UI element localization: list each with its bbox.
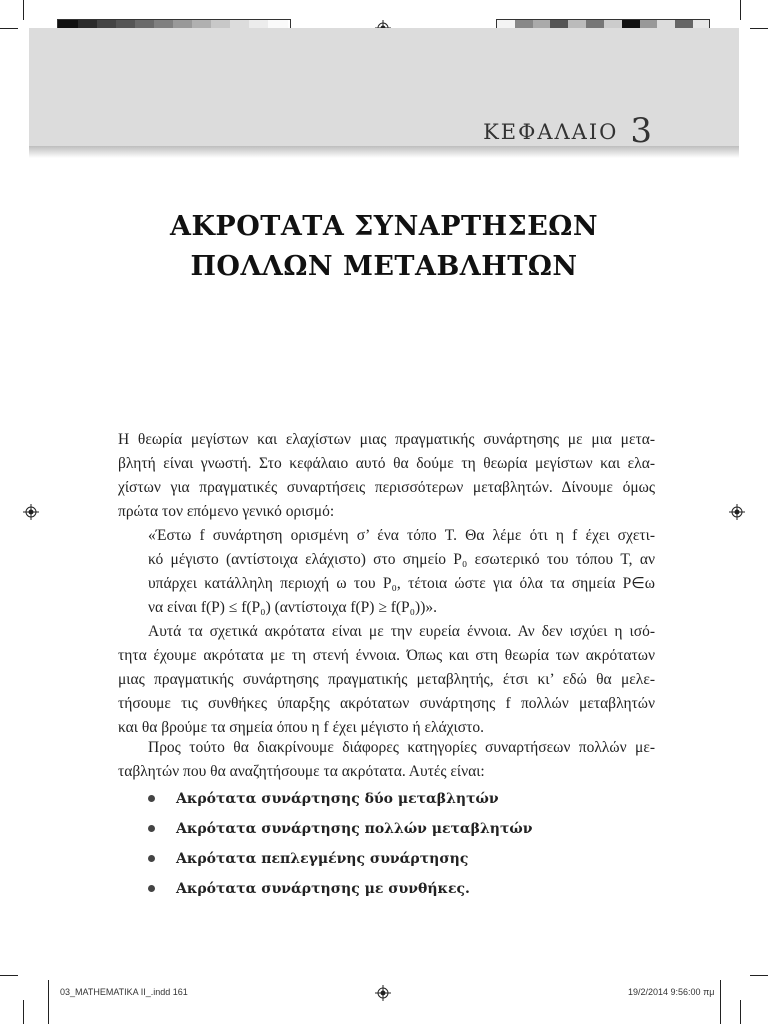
text-line: Αυτά τα σχετικά ακρότατα είναι με την ευρεία έννοια. Αν δεν ισχύει η ισό- [148, 623, 655, 640]
text-line: βλητή είναι γνωστή. Στο κεφάλαιο αυτό θα δούμε τη θεωρία μεγίστων και ελα- [118, 455, 655, 472]
crop-mark [0, 975, 18, 976]
text-line: πρώτα τον επόμενο γενικό ορισμό: [118, 503, 335, 520]
crop-mark [750, 28, 768, 29]
text-line: Η θεωρία μεγίστων και ελαχίστων μιας πραγματικής συνάρτησης με μια μετα- [118, 431, 655, 448]
paragraph-3 [118, 736, 655, 784]
text-line: τητα έχουμε ακρότατα με τη στενή έννοια. Όπως και στη θεωρία των ακρότατων [118, 647, 655, 664]
crop-mark [720, 980, 721, 1024]
bullet-icon [148, 825, 155, 832]
crop-mark [48, 980, 49, 1024]
text-line: Προς τούτο θα διακρίνουμε διάφορες κατηγορίες συναρτήσεων πολλών με- [148, 739, 655, 756]
registration-mark-icon [23, 504, 39, 520]
text-line: «Έστω f συνάρτηση ορισμένη σ’ ένα τόπο T. Θα λέμε ότι η f έχει σχετι- [148, 527, 655, 544]
text-line: κό μέγιστο (αντίστοιχα ελάχιστο) στο σημείο P₀ εσωτερικό του τόπου T, αν [148, 551, 655, 568]
list-item-label: Ακρότατα συνάρτησης πολλών μεταβλητών [176, 821, 533, 837]
list-item-label: Ακρότατα συνάρτησης με συνθήκες. [176, 881, 470, 897]
slug-left: 03_MATHEMATIKA II_.indd 161 [60, 987, 188, 997]
list-item-label: Ακρότατα συνάρτησης δύο μεταβλητών [176, 791, 499, 807]
crop-mark [750, 975, 768, 976]
title-line-1: ΑΚΡΟΤΑΤΑ ΣΥΝΑΡΤΗΣΕΩΝ [170, 211, 598, 242]
bullet-icon [148, 855, 155, 862]
text-line: τήσουμε τις συνθήκες ύπαρξης ακρότατων συνάρτησης f πολλών μεταβλητών [118, 695, 655, 712]
text-line: και θα βρούμε τα σημεία όπου η f έχει μέγιστο ή ελάχιστο. [118, 719, 484, 736]
list-item [148, 846, 532, 876]
text-line: μιας πραγματικής συνάρτησης πραγματικής μεταβλητής, έτσι κι’ εδώ θα μελε- [118, 671, 655, 688]
title-line-2: ΠΟΛΛΩΝ ΜΕΤΑΒΛΗΤΩΝ [190, 251, 578, 282]
crop-mark [740, 0, 741, 20]
paragraph-2 [118, 620, 655, 740]
crop-mark [0, 28, 18, 29]
bullet-icon [148, 885, 155, 892]
slug-right: 19/2/2014 9:56:00 πμ [628, 987, 715, 997]
crop-mark [740, 1000, 741, 1024]
bullet-icon [148, 795, 155, 802]
text-line: να είναι f(P) ≤ f(P₀) (αντίστοιχα f(P) ≥ f(P₀))». [148, 599, 437, 616]
page-title [0, 207, 768, 287]
registration-mark-icon [729, 504, 745, 520]
chapter-heading [483, 108, 652, 151]
text-line: ταβλητών που θα αναζητήσουμε τα ακρότατα. Αυτές είναι: [118, 763, 485, 780]
intro-paragraph [118, 428, 655, 524]
bullet-list [148, 786, 532, 906]
chapter-number: 3 [630, 111, 652, 151]
list-item-label: Ακρότατα πεπλεγμένης συνάρτησης [176, 851, 469, 867]
list-item [148, 876, 532, 906]
text-line: χίστων για πραγματικές συναρτήσεις περισσότερων μεταβλητών. Δίνουμε όμως [118, 479, 655, 496]
list-item [148, 786, 532, 816]
chapter-label: ΚΕΦΑΛΑΙΟ [483, 120, 619, 144]
crop-mark [23, 0, 24, 20]
list-item [148, 816, 532, 846]
text-line: υπάρχει κατάλληλη περιοχή ω του P₀, τέτοια ώστε για όλα τα σημεία P∈ω [148, 575, 655, 592]
definition-block [148, 524, 655, 620]
registration-mark-icon [375, 985, 391, 1001]
crop-mark [23, 1000, 24, 1024]
